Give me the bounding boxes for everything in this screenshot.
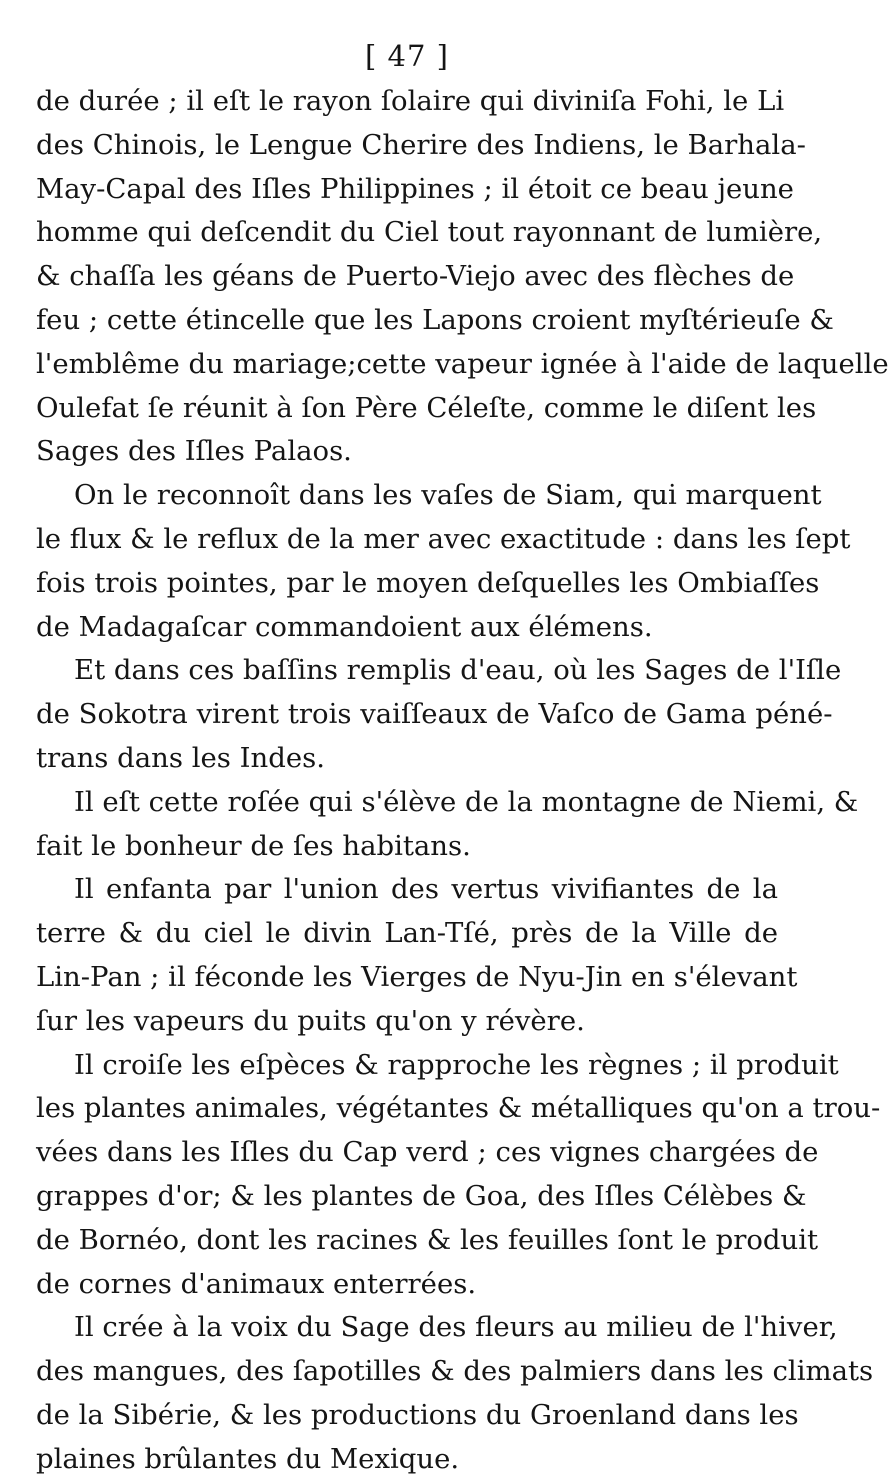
text-line: de durée ; il eſt le rayon ſolaire qui diviniſa Fohi, le Li: [36, 85, 785, 117]
text-line: Oulefat ſe réunit à ſon Père Céleſte, comme le diſent les: [36, 391, 817, 424]
text-line: Sages des Iſles Palaos.: [36, 435, 352, 468]
text-line: Lin-Pan ; il féconde les Vierges de Nyu-Jin en s'élevant: [36, 960, 798, 993]
text-line: des Chinois, le Lengue Cherire des Indiens, le Barhala-: [36, 128, 806, 161]
text-line: de Bornéo, dont les racines & les feuilles ſont le produit: [36, 1223, 819, 1256]
text-line: fait le bonheur de ſes habitans.: [36, 829, 471, 862]
text-line: fois trois pointes, par le moyen deſquelles les Ombiaſſes: [36, 566, 820, 599]
paragraph: [36, 781, 859, 869]
body-text: [36, 80, 889, 1482]
text-line: de cornes d'animaux enterrées.: [36, 1267, 477, 1300]
text-line: trans dans les Indes.: [36, 741, 325, 774]
text-line: Il eſt cette roſée qui s'élève de la montagne de Niemi, &: [74, 785, 859, 818]
text-line: vées dans les Iſles du Cap verd ; ces vignes chargées de: [36, 1136, 819, 1169]
paragraph: [36, 80, 889, 474]
text-line: les plantes animales, végétantes & métalliques qu'on a trou-: [36, 1092, 881, 1125]
text-line: Il enfanta par l'union des vertus vivifiantes de la: [74, 873, 778, 906]
page-number: [ 47 ]: [365, 39, 449, 73]
paragraph: [36, 1044, 881, 1307]
text-line: May-Capal des Iſles Philippines ; il étoit ce beau jeune: [36, 172, 794, 205]
text-line: de Sokotra virent trois vaiſſeaux de Vaſco de Gama péné-: [36, 698, 833, 731]
paragraph: [36, 649, 842, 780]
text-line: On le reconnoît dans les vaſes de Siam, qui marquent: [74, 479, 822, 512]
paragraph: [36, 868, 798, 1043]
text-line: homme qui deſcendit du Ciel tout rayonnant de lumière,: [36, 216, 823, 249]
text-line: le flux & le reflux de la mer avec exactitude : dans les ſept: [36, 522, 851, 555]
paragraph: [36, 1306, 874, 1481]
text-line: terre & du ciel le divin Lan-Tſé, près de la Ville de: [36, 917, 778, 950]
text-line: grappes d'or; & les plantes de Goa, des Iſles Célèbes &: [36, 1179, 807, 1212]
text-line: Il croiſe les eſpèces & rapproche les règnes ; il produit: [74, 1048, 839, 1081]
text-line: de Madagaſcar commandoient aux élémens.: [36, 610, 653, 643]
text-line: ſur les vapeurs du puits qu'on y révère.: [36, 1004, 585, 1037]
text-line: l'emblême du mariage;cette vapeur ignée à l'aide de laquelle: [36, 347, 889, 380]
text-line: Il crée à la voix du Sage des fleurs au milieu de l'hiver,: [74, 1311, 838, 1344]
text-line: Et dans ces baſſins remplis d'eau, où les Sages de l'Iſle: [74, 654, 842, 687]
text-line: & chaſſa les géans de Puerto-Viejo avec des flèches de: [36, 260, 795, 293]
text-line: feu ; cette étincelle que les Lapons croient myſtérieuſe &: [36, 303, 834, 336]
paragraph: [36, 474, 851, 649]
text-line: plaines brûlantes du Mexique.: [36, 1442, 460, 1475]
text-line: des mangues, des ſapotilles & des palmiers dans les climats: [36, 1355, 874, 1388]
text-line: de la Sibérie, & les productions du Groenland dans les: [36, 1398, 799, 1431]
